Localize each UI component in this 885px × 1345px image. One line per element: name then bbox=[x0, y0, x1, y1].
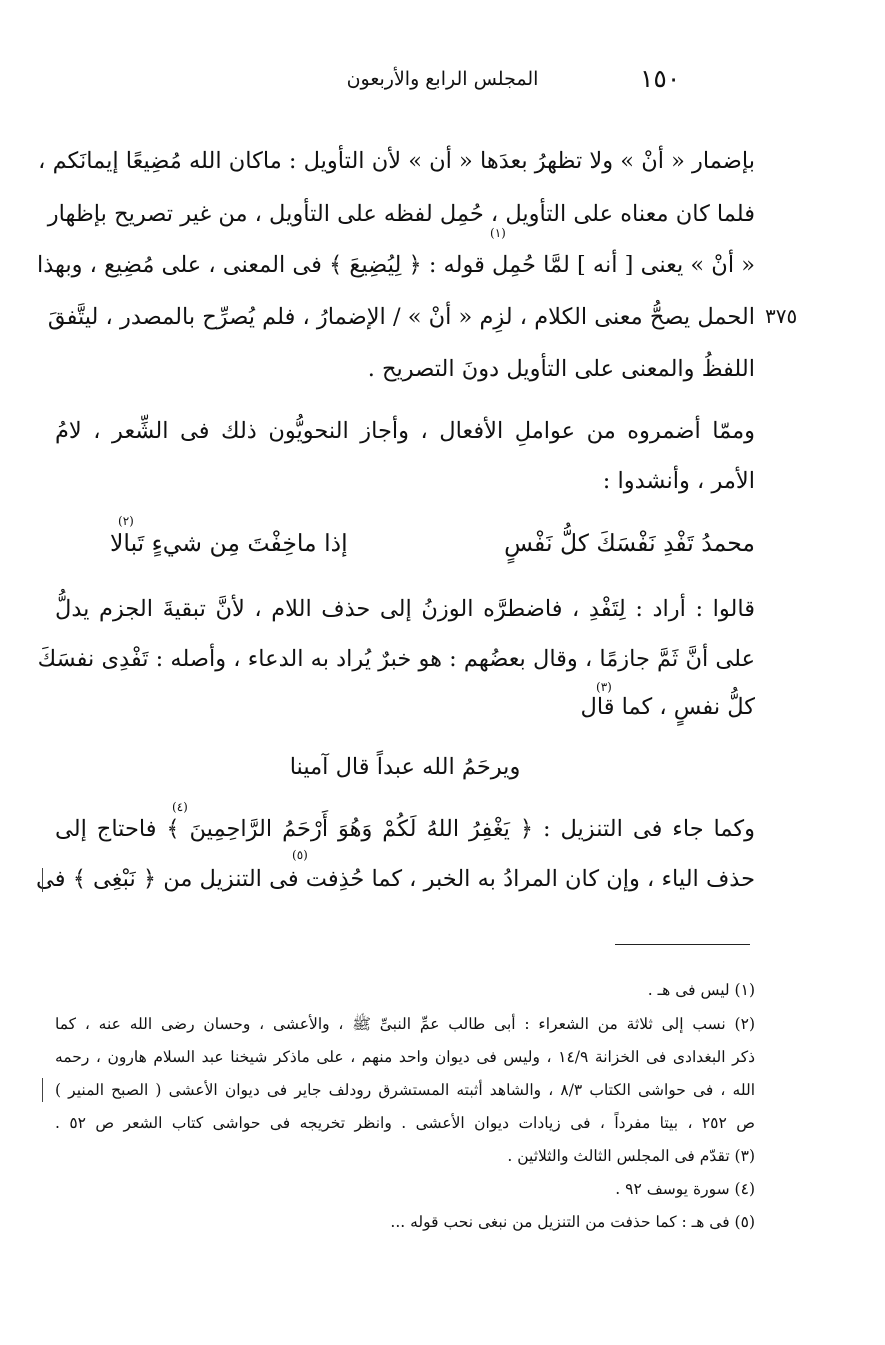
text-line: « أنْ » يعنى [ أنه ] لمَّا حُمِل قوله : ﴿ لِيُضِيعَ ﴾ فى المعنى ، على مُضِيع ، وبهذا bbox=[36, 252, 755, 278]
footnote-ref: (٢) bbox=[118, 514, 134, 528]
footnote-ref: (٣) bbox=[596, 680, 612, 694]
footnote-ref: (١) bbox=[490, 226, 506, 240]
text-line: وممّا أضمروه من عواملِ الأفعال ، وأجاز النحويُّون ذلك فى الشِّعر ، لامُ bbox=[55, 418, 755, 444]
line-number: ٣٧٥ bbox=[765, 304, 798, 328]
margin-bar bbox=[42, 868, 43, 892]
footnote: (٢) نسب إلى ثلاثة من الشعراء : أبى طالب عمِّ النبىِّ ﷺ ، والأعشى ، وحسان رضى الله عنه ، كما bbox=[55, 1015, 755, 1033]
verse-second-hemistich: إذا ماخِفْتَ مِن شيءٍ تَبالا bbox=[110, 529, 348, 557]
footnote-ref: (٥) bbox=[292, 848, 308, 862]
text-line: على أنَّ ثَمَّ جازمًا ، وقال بعضُهم : هو خبرٌ يُراد به الدعاء ، وأصله : تَفْدِى نفسَكَ bbox=[37, 646, 755, 672]
margin-bar bbox=[42, 1078, 43, 1102]
text-line: قالوا : أراد : لِتَفْدِ ، فاضطرَّه الوزنُ إلى حذف اللام ، لأنَّ تبقيةَ الجزم يدلُّ bbox=[55, 596, 755, 622]
footnote: الله ، فى حواشى الكتاب ٨/٣ ، والشاهد أثبته المستشرق رودلف جاير فى ديوان الأعشى ( الصبح المنير ) bbox=[55, 1081, 755, 1099]
text-line: حذف الياء ، وإن كان المرادُ به الخبر ، كما حُذِفت فى التنزيل من ﴿ نَبْغِى ﴾ فى bbox=[36, 866, 755, 892]
verse-first-hemistich: محمدُ تَفْدِ نَفْسَكَ كلُّ نَفْسٍ bbox=[504, 529, 755, 557]
text-line: وكما جاء فى التنزيل : ﴿ يَغْفِرُ اللهُ لَكُمْ وَهُوَ أَرْحَمُ الرَّاحِمِينَ ﴾ فاحتاج إلى bbox=[55, 816, 755, 842]
text-line: الحمل يصحُّ معنى الكلام ، لزِم « أنْ » / الإضمارُ ، فلم يُصرِّح بالمصدر ، ليتَّفقَ bbox=[47, 304, 755, 330]
verse-hemistich: ويرحَمُ الله عبداً قال آمينا bbox=[289, 754, 521, 780]
footnote: (٤) سورة يوسف ٩٢ . bbox=[615, 1180, 755, 1198]
text-line: فلما كان معناه على التأويل ، حُمِل لفظه على التأويل ، من غير تصريح بإظهار bbox=[47, 201, 755, 227]
footnote: ذكر البغدادى فى الخزانة ١٤/٩ ، وليس فى ديوان واحد منهم ، على ماذكر شيخنا عبد السلام هارون ، رحمه bbox=[55, 1048, 755, 1066]
running-header-title: المجلس الرابع والأربعون bbox=[346, 68, 539, 90]
footnote-ref: (٤) bbox=[172, 800, 188, 814]
footnote: ص ٢٥٢ ، بيتا مفرداً ، فى زيادات ديوان الأعشى . وانظر تخريجه فى حواشى كتاب الشعر ص ٥٢ . bbox=[55, 1114, 755, 1132]
footnote: (٥) فى هـ : كما حذفت من التنزيل من نبغى نحب قوله ... bbox=[390, 1213, 755, 1231]
footnote: (٣) تقدّم فى المجلس الثالث والثلاثين . bbox=[507, 1147, 755, 1165]
text-line: كلُّ نفسٍ ، كما قال bbox=[580, 694, 755, 720]
text-line: اللفظُ والمعنى على التأويل دونَ التصريح . bbox=[367, 356, 755, 382]
page-number: ١٥٠ bbox=[640, 64, 681, 93]
text-line: الأمر ، وأنشدوا : bbox=[602, 468, 755, 494]
footnote: (١) ليس فى هـ . bbox=[647, 981, 755, 999]
text-line: بإضمار « أنْ » ولا تظهرُ بعدَها « أن » لأن التأويل : ماكان الله مُضِيعًا إيمانَكم ، bbox=[38, 148, 755, 174]
footnote-separator bbox=[615, 944, 750, 945]
